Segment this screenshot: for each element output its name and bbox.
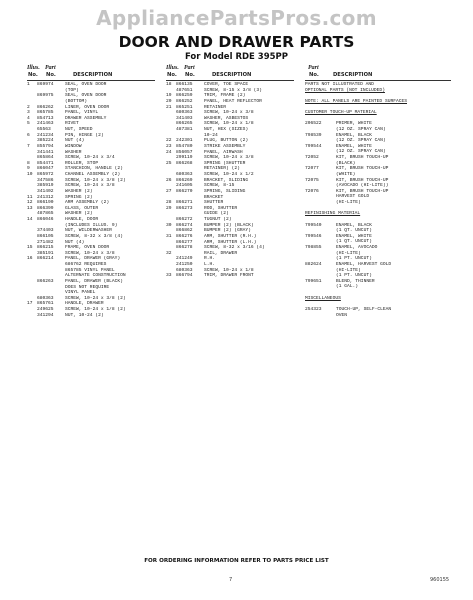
part-number: 866269 xyxy=(176,177,193,183)
part-description: NUT, SPEED xyxy=(65,127,93,132)
part-number: 487865 xyxy=(37,211,54,217)
part-number: 241250 xyxy=(176,262,193,267)
illus-number: 7 xyxy=(27,143,30,149)
part-description: ENAMEL, HARVEST GOLD xyxy=(336,261,392,267)
part-description: PANEL, VINYL xyxy=(65,110,99,116)
illus-number: 2 xyxy=(27,104,30,110)
part-description: HARVEST GOLD xyxy=(336,194,370,200)
part-number: 385224 xyxy=(37,138,54,144)
page-number: 7 xyxy=(229,577,233,583)
part-description: (BLACK) xyxy=(336,160,356,166)
part-description: RIVET xyxy=(65,121,79,127)
part-description: HANDLE, DRAWER xyxy=(65,301,104,307)
part-description: (1 GAL.) xyxy=(336,284,359,290)
part-description: WASHER, ASBESTOS xyxy=(204,115,249,121)
part-description: RETAINER) (2) xyxy=(204,166,240,172)
part-number: 242301 xyxy=(176,138,193,144)
part-number: 866047 xyxy=(37,166,54,172)
part-number: 866263 xyxy=(37,278,54,284)
part-number: 855794 xyxy=(37,143,54,149)
part-number: 72052 xyxy=(305,155,319,161)
illus-number: 13 xyxy=(27,205,33,211)
part-number: 341441 xyxy=(37,149,54,155)
part-number: 798539 xyxy=(305,132,322,138)
part-description: KIT, BRUSH TOUCH-UP xyxy=(336,188,389,194)
part-description: NUT (4) xyxy=(65,239,85,245)
part-description: SCREW, 8-15 x 3/8 (3) xyxy=(204,87,262,93)
part-number: 241605 xyxy=(176,183,193,189)
part-number: 798855 xyxy=(305,245,322,251)
part-description: NUT (4) xyxy=(65,138,85,144)
part-description: SPRING, SLIDING xyxy=(204,188,246,194)
part-description: SCREW, 10-24 x 3/8 xyxy=(65,183,115,189)
part-number: 865785 xyxy=(37,110,54,116)
header-illus-no: No. xyxy=(167,72,177,78)
part-number: 854713 xyxy=(37,115,54,121)
part-number xyxy=(305,284,336,290)
part-number: 374403 xyxy=(37,228,54,234)
illus-number: 16 xyxy=(27,256,33,262)
part-description: 10-24 xyxy=(204,132,218,138)
header-description: DESCRIPTION xyxy=(212,72,252,78)
illus-number: 31 xyxy=(166,233,172,239)
part-description: SCREW, 10-24 x 3/8 xyxy=(204,155,254,161)
part-description: PANEL, HEAT REFLECTOR xyxy=(204,98,262,104)
part-description: SEAL, OVEN DOOR xyxy=(65,93,107,99)
part-number: 799651 xyxy=(305,278,322,284)
part-description: BLEND, THINNER xyxy=(336,278,375,284)
customer-touchup-list xyxy=(305,121,451,205)
part-number: 865972 xyxy=(37,172,54,177)
part-number: 865761 xyxy=(37,301,54,307)
part-description: BRACKET xyxy=(204,194,224,200)
part-number: 866273 xyxy=(176,205,193,211)
part-number: 72075 xyxy=(305,177,319,183)
part-number: 341403 xyxy=(176,115,193,121)
parts-column-1 xyxy=(27,66,155,318)
part-description: SCREW, 10-24 x 3/8 (2) xyxy=(65,177,126,183)
part-description: HANDLE, DOOR xyxy=(65,217,99,222)
part-description: TRIM, FRAME (2) xyxy=(204,93,246,99)
part-number: 241312 xyxy=(37,194,54,200)
part-number: 866046 xyxy=(37,217,54,222)
part-description: SPRING (2) xyxy=(65,194,93,200)
part-number: 866272 xyxy=(176,217,193,222)
part-number: 866190 xyxy=(37,200,54,206)
header-description: DESCRIPTION xyxy=(333,72,373,78)
part-number: 866265 xyxy=(176,121,193,127)
part-number: 854471 xyxy=(37,160,54,166)
part-number xyxy=(305,313,336,319)
header-part: Part xyxy=(45,65,56,71)
part-description: RAIL, DRAWER xyxy=(204,250,238,256)
header-underline xyxy=(166,80,294,81)
part-description: SPRING (SHUTTER xyxy=(204,160,246,166)
customer-touchup-heading: CUSTOMER TOUCH-UP MATERIAL xyxy=(305,110,377,116)
part-number: 866862 xyxy=(176,228,193,234)
part-number: 866271 xyxy=(176,200,193,206)
part-number: 72076 xyxy=(305,188,319,194)
part-description: VINYL PANEL xyxy=(65,290,96,296)
part-description: STANCHION, HANDLE (2) xyxy=(65,166,123,172)
watermark-logo: AppliancePartsPros.com xyxy=(96,6,377,30)
part-number: 865251 xyxy=(176,104,193,110)
refinishing-heading: REFINISHING MATERIAL xyxy=(305,211,361,217)
part-number: 341402 xyxy=(37,188,54,194)
header-part-no: No. xyxy=(185,72,195,78)
part-description: PRIMER, WHITE xyxy=(336,121,372,127)
part-description: NUT, HEX (SIZES) xyxy=(204,127,249,132)
part-description: ENAMEL, WHITE xyxy=(336,143,372,149)
part-number xyxy=(305,200,336,206)
part-description: ARM, SHUTTER (L.H.) xyxy=(204,239,257,245)
part-number: 866277 xyxy=(176,239,193,245)
part-description: (HI-LITE) xyxy=(336,250,361,256)
part-description: ENAMEL, BLACK xyxy=(336,222,372,228)
part-row xyxy=(27,313,155,319)
part-description: BUMPER (2) (GRAY) xyxy=(204,228,251,234)
part-description: TRIM, DRAWER FRONT xyxy=(204,273,254,279)
part-number: 866274 xyxy=(176,222,193,228)
header-illus-no: No. xyxy=(28,72,38,78)
part-row xyxy=(305,313,451,319)
illus-number: 5 xyxy=(27,121,30,127)
part-description: PANEL, AIRWASH xyxy=(204,149,243,155)
part-description: SEAL, OVEN DOOR xyxy=(65,82,107,87)
illus-number: 6 xyxy=(27,132,30,138)
part-description: SCREW, 10-24 x 1/8 (2) xyxy=(65,307,126,312)
part-description: (1 PT. UNCUT) xyxy=(336,256,372,262)
part-description: SHUTTER xyxy=(204,200,224,206)
part-number: 866278 xyxy=(176,245,193,251)
illus-number: 27 xyxy=(166,188,172,194)
part-description: (BOTTOM) xyxy=(65,98,88,104)
part-number: 487651 xyxy=(176,87,193,93)
illus-number: 14 xyxy=(27,217,33,222)
illus-number: 12 xyxy=(27,200,33,206)
not-illustrated-heading-line-2: OPTIONAL PARTS (NOT INCLUDED) xyxy=(305,87,385,93)
part-number: 385919 xyxy=(37,183,54,189)
part-number: 241463 xyxy=(37,121,54,127)
part-number: 866215 xyxy=(37,245,54,251)
part-number: 299119 xyxy=(176,155,193,161)
header-part-no: No. xyxy=(46,72,56,78)
part-description: (1 QT. UNCUT) xyxy=(336,228,372,234)
part-number: 241234 xyxy=(37,132,54,138)
part-description: DRAWER ASSEMBLY xyxy=(65,115,107,121)
page-title: DOOR AND DRAWER PARTS xyxy=(118,33,355,51)
illus-number: 21 xyxy=(166,104,172,110)
miscellaneous-heading: MISCELLANEOUS xyxy=(305,295,341,301)
part-number: 856057 xyxy=(176,149,193,155)
part-description: SCREW, 10-24 x 3/8 xyxy=(204,110,254,116)
illus-number: 26 xyxy=(166,177,172,183)
illus-number xyxy=(27,313,37,319)
illus-number: 28 xyxy=(166,200,172,206)
part-description: R.H. xyxy=(204,256,216,262)
part-description: (1 QT. UNCUT) xyxy=(336,239,372,245)
part-description: (INCLUDES ILLUS. 9) xyxy=(65,222,118,228)
part-description: FRAME, OVEN DOOR xyxy=(65,245,110,251)
part-number: 680363 xyxy=(176,110,193,116)
part-row xyxy=(305,284,451,290)
part-number: 854780 xyxy=(176,143,193,149)
part-description: SCREW, 10-24 x 3/8 xyxy=(65,250,115,256)
part-description: ENAMEL, AVOCADO xyxy=(336,245,378,251)
part-number: 866105 xyxy=(37,233,54,239)
part-number: 799540 xyxy=(305,222,322,228)
part-description: WASHER (2) xyxy=(65,188,93,194)
header-illus: Illus. xyxy=(166,65,179,71)
illus-number: 33 xyxy=(166,273,172,279)
part-description: ARM ASSEMBLY (2) xyxy=(65,200,110,206)
illus-number: 9 xyxy=(27,166,30,172)
illus-number: 11 xyxy=(27,194,33,200)
part-number: 254323 xyxy=(305,306,322,312)
illus-number: 19 xyxy=(166,93,172,99)
refinishing-list xyxy=(305,223,451,291)
parts-column-2 xyxy=(166,66,294,279)
parts-list-1 xyxy=(27,82,155,318)
part-description: KIT, BRUSH TOUCH-UP xyxy=(336,155,389,161)
parts-column-3 xyxy=(305,66,451,318)
part-description: PIN, HINGE (2) xyxy=(65,132,104,138)
part-description: ROD, SHUTTER xyxy=(204,205,238,211)
column-header xyxy=(166,66,294,82)
part-number: 866135 xyxy=(176,82,193,87)
part-number: 680363 xyxy=(176,267,193,273)
illus-number: 32 xyxy=(166,250,172,256)
part-number: 866262 xyxy=(37,104,54,110)
part-description: PANEL, DRAWER (GRAY) xyxy=(65,256,121,262)
part-description: TOUCH-UP, SELF-CLEAN xyxy=(336,306,392,312)
part-description: NUT, 10-24 (2) xyxy=(65,312,104,318)
column-header xyxy=(27,66,155,82)
column-header xyxy=(305,66,451,82)
illus-number: 4 xyxy=(27,115,30,121)
part-description: KIT, BRUSH TOUCH-UP xyxy=(336,166,389,172)
painted-surfaces-note: NOTE: ALL PANELS ARE PAINTED SURFACES xyxy=(305,98,407,104)
part-description: WASHER xyxy=(65,149,82,155)
part-description: ARM, SHUTTER (R.H.) xyxy=(204,233,257,239)
part-description: (AVOCADO (HI-LITE)) xyxy=(336,183,389,189)
illus-number: 3 xyxy=(27,110,30,116)
part-description: (TOP) xyxy=(65,87,79,93)
part-description: ALTERNATE CONSTRUCTION xyxy=(65,273,126,279)
illus-number: 24 xyxy=(166,149,172,155)
part-description: OVEN xyxy=(336,312,348,318)
part-description: (1 PT. UNCUT) xyxy=(336,273,372,279)
header-part: Part xyxy=(308,65,319,71)
illus-number: 10 xyxy=(27,172,33,177)
part-description: TUGNUT (2) xyxy=(204,217,232,222)
part-description: SCREW, 8-32 x 3/16 (4) xyxy=(204,245,265,251)
part-number: 799546 xyxy=(305,233,322,239)
page-subtitle: For Model RDE 395PP xyxy=(184,52,289,62)
part-description: GLASS, OUTER xyxy=(65,205,99,211)
part-description: BUMPER (2) (BLACK) xyxy=(204,222,254,228)
part-description: STRIKE ASSEMBLY xyxy=(204,143,246,149)
part-description: BRACKET, SLIDING xyxy=(204,177,249,183)
not-illustrated-heading-line-1: PARTS NOT ILLUSTRATED AND xyxy=(305,82,374,87)
part-description: ROLLER, STOP xyxy=(65,160,99,166)
part-number: 866794 xyxy=(176,273,193,279)
part-number: 866252 xyxy=(176,98,193,104)
illus-number: 17 xyxy=(27,301,33,307)
illus-number: 25 xyxy=(166,160,172,166)
part-description: SCREW, 10-24 x 1/8 xyxy=(204,121,254,127)
part-number: 866268 xyxy=(176,160,193,166)
part-number: 680363 xyxy=(176,172,193,177)
part-description: LINER, OVEN DOOR xyxy=(65,104,110,110)
illus-number: 1 xyxy=(27,82,30,87)
part-description: ENAMEL, WHITE xyxy=(336,233,372,239)
part-description: ENAMEL, BLACK xyxy=(336,132,372,138)
part-number: 869975 xyxy=(37,93,54,99)
part-description: 686762 REQUIRES xyxy=(65,262,107,267)
header-illus: Illus. xyxy=(27,65,40,71)
part-description: (HI-LITE) xyxy=(336,200,361,206)
illus-number: 23 xyxy=(166,143,172,149)
part-description: (WHITE) xyxy=(336,171,356,177)
illus-number: 15 xyxy=(27,245,33,251)
part-description: GUIDE (2) xyxy=(204,211,229,217)
part-number: 866399 xyxy=(37,205,54,211)
illus-number: 18 xyxy=(166,82,172,87)
part-number: 487381 xyxy=(176,127,193,132)
part-description: (HI-LITE) xyxy=(336,267,361,273)
part-description: SCREW, 10-24 x 1/2 xyxy=(204,172,254,177)
part-description: NUT, WILDERWASHER xyxy=(65,228,112,234)
part-number: 385191 xyxy=(37,250,54,256)
header-description: DESCRIPTION xyxy=(73,72,113,78)
illus-number: 29 xyxy=(166,205,172,211)
part-row xyxy=(305,200,451,206)
part-description: DOES NOT REQUIRE xyxy=(65,284,110,290)
part-number: 882624 xyxy=(305,261,322,267)
miscellaneous-list xyxy=(305,307,451,318)
part-number: 249625 xyxy=(37,307,54,312)
part-description: SCREW, 8-32 x 3/8 (4) xyxy=(65,233,123,239)
part-number: 72077 xyxy=(305,166,319,172)
part-number: 241249 xyxy=(176,256,193,262)
part-number: 65563 xyxy=(37,127,51,132)
part-description: SCREW, 10-24 x 3/4 xyxy=(65,155,115,161)
part-number: 866276 xyxy=(176,233,193,239)
document-code: 960155 xyxy=(430,577,450,583)
part-number: 799544 xyxy=(305,143,322,149)
part-description: WINDOW xyxy=(65,143,82,149)
part-number: 866270 xyxy=(176,188,193,194)
part-number: 865864 xyxy=(37,155,54,161)
part-description: COVER, TOE SPACE xyxy=(204,82,249,87)
part-description: WASHER (2) xyxy=(65,211,93,217)
part-description: PLUG, BUTTON (2) xyxy=(204,138,249,144)
part-description: SCREW, 10-24 x 1/8 xyxy=(204,267,254,273)
part-number: 680363 xyxy=(37,295,54,301)
illus-number: 20 xyxy=(166,98,172,104)
part-description: L.H. xyxy=(204,262,216,267)
part-number: 869974 xyxy=(37,82,54,87)
illus-number: 22 xyxy=(166,138,172,144)
part-description: CHANNEL ASSEMBLY (2) xyxy=(65,172,121,177)
header-part: Part xyxy=(184,65,195,71)
part-number: 866259 xyxy=(176,93,193,99)
illus-number: 30 xyxy=(166,222,172,228)
part-number: 347586 xyxy=(37,177,54,183)
part-number: 271482 xyxy=(37,239,54,245)
illus-number: 8 xyxy=(27,160,30,166)
part-description: (12 OZ. SPRAY CAN) xyxy=(336,149,386,155)
part-description: (12 OZ. SPRAY CAN) xyxy=(336,138,386,144)
part-description: 865785 VINYL PANEL xyxy=(65,267,115,273)
header-underline xyxy=(27,80,155,81)
part-description: KIT, BRUSH TOUCH-UP xyxy=(336,177,389,183)
part-number: 341294 xyxy=(37,312,54,318)
part-description: PANEL, DRAWER (BLACK) xyxy=(65,278,123,284)
header-part-no: No. xyxy=(309,72,319,78)
part-number: 206522 xyxy=(305,121,322,127)
part-row xyxy=(166,273,294,279)
part-description: (12 OZ. SPRAY CAN) xyxy=(336,126,386,132)
parts-list-2 xyxy=(166,82,294,279)
part-description: SCREW, 8-15 xyxy=(204,183,235,189)
part-number: 866214 xyxy=(37,256,54,262)
part-description: SCREW, 10-24 x 3/8 (2) xyxy=(65,295,126,301)
part-description: RETAINER xyxy=(204,104,227,110)
header-underline xyxy=(305,80,451,81)
ordering-info-footer: FOR ORDERING INFORMATION REFER TO PARTS PRICE LIST xyxy=(144,558,329,564)
